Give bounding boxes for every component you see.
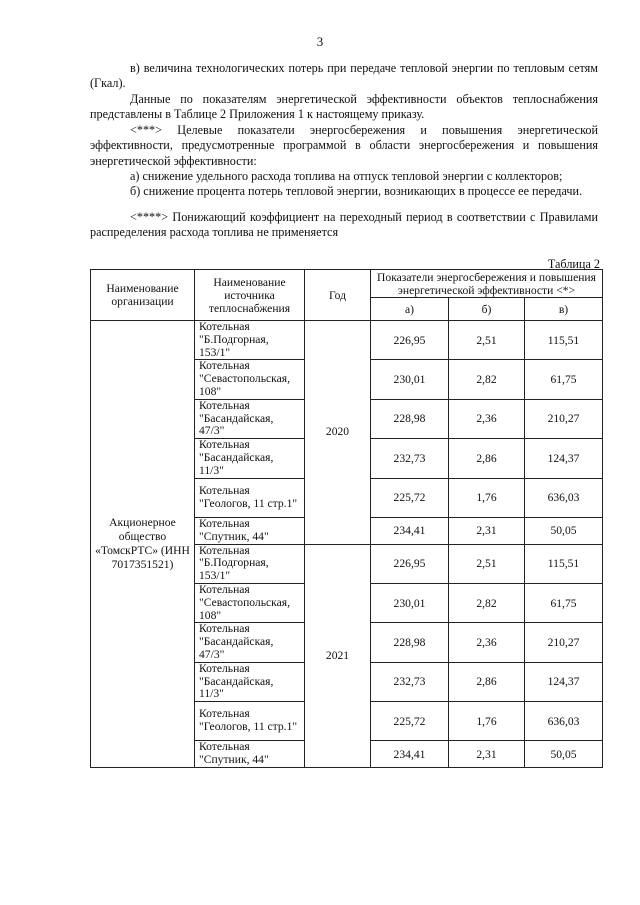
value-cell-b: 1,76 (449, 702, 525, 741)
efficiency-table (90, 269, 603, 768)
source-cell: Котельная "Басандайская, 47/3" (195, 623, 305, 662)
source-cell: Котельная "Спутник, 44" (195, 741, 305, 768)
paragraph-item-a: а) снижение удельного расхода топлива на отпуск тепловой энергии с коллекторов; (130, 169, 563, 183)
value-cell-b: 2,31 (449, 517, 525, 544)
value-cell-c: 124,37 (525, 439, 603, 478)
header-col-a: а) (371, 298, 449, 321)
year-cell: 2020 (305, 321, 371, 545)
value-cell-c: 115,51 (525, 544, 603, 583)
value-cell-a: 225,72 (371, 478, 449, 517)
source-cell: Котельная "Севастопольская, 108" (195, 360, 305, 399)
paragraph-data-reference: Данные по показателям энергетической эффективности объектов теплоснабжения представлены в Таблице 2 Приложения 1 к настоящему приказу. (90, 92, 598, 122)
value-cell-c: 210,27 (525, 623, 603, 662)
source-cell: Котельная "Спутник, 44" (195, 517, 305, 544)
paragraph-target-indicators: <***> Целевые показатели энергосбережения и повышения энергетической эффективности, предусмотренные программой в области энергосбережения и повышения энергетической эффективности: (90, 123, 598, 168)
value-cell-c: 115,51 (525, 321, 603, 360)
source-cell: Котельная "Б.Подгорная, 153/1" (195, 321, 305, 360)
value-cell-b: 1,76 (449, 478, 525, 517)
value-cell-b: 2,36 (449, 399, 525, 438)
value-cell-c: 61,75 (525, 583, 603, 622)
source-cell: Котельная "Басандайская, 11/3" (195, 662, 305, 701)
source-cell: Котельная "Севастопольская, 108" (195, 583, 305, 622)
table-row (91, 321, 603, 360)
value-cell-a: 230,01 (371, 360, 449, 399)
paragraph-item-b: б) снижение процента потерь тепловой энергии, возникающих в процессе ее передачи. (130, 184, 583, 198)
value-cell-a: 228,98 (371, 399, 449, 438)
value-cell-c: 50,05 (525, 517, 603, 544)
value-cell-a: 225,72 (371, 702, 449, 741)
source-cell: Котельная "Геологов, 11 стр.1" (195, 702, 305, 741)
table-header-row (91, 270, 603, 298)
header-col-c: в) (525, 298, 603, 321)
value-cell-b: 2,36 (449, 623, 525, 662)
header-source: Наименование источника теплоснабжения (195, 270, 305, 321)
source-cell: Котельная "Геологов, 11 стр.1" (195, 478, 305, 517)
value-cell-c: 210,27 (525, 399, 603, 438)
value-cell-a: 232,73 (371, 662, 449, 701)
header-year: Год (305, 270, 371, 321)
value-cell-b: 2,82 (449, 360, 525, 399)
value-cell-a: 228,98 (371, 623, 449, 662)
value-cell-c: 61,75 (525, 360, 603, 399)
value-cell-b: 2,31 (449, 741, 525, 768)
value-cell-b: 2,51 (449, 544, 525, 583)
organization-cell: Акционерное общество «ТомскРТС» (ИНН 7017351521) (91, 321, 195, 768)
value-cell-b: 2,86 (449, 662, 525, 701)
value-cell-a: 234,41 (371, 741, 449, 768)
header-col-b: б) (449, 298, 525, 321)
value-cell-c: 50,05 (525, 741, 603, 768)
value-cell-b: 2,86 (449, 439, 525, 478)
paragraph-losses: в) величина технологических потерь при передаче тепловой энергии по тепловым сетям (Гкал). (90, 61, 598, 91)
table-caption: Таблица 2 (547, 257, 600, 271)
value-cell-a: 234,41 (371, 517, 449, 544)
source-cell: Котельная "Басандайская, 11/3" (195, 439, 305, 478)
source-cell: Котельная "Б.Подгорная, 153/1" (195, 544, 305, 583)
value-cell-a: 230,01 (371, 583, 449, 622)
year-cell: 2021 (305, 544, 371, 768)
value-cell-a: 232,73 (371, 439, 449, 478)
value-cell-c: 636,03 (525, 702, 603, 741)
paragraph-coefficient-note: <****> Понижающий коэффициент на переходный период в соответствии с Правилами распределения расхода топлива не применяется (90, 210, 598, 240)
header-organization: Наименование организации (91, 270, 195, 321)
value-cell-b: 2,82 (449, 583, 525, 622)
value-cell-c: 636,03 (525, 478, 603, 517)
header-indicators: Показатели энергосбережения и повышения энергетической эффективности <*> (371, 270, 603, 298)
source-cell: Котельная "Басандайская, 47/3" (195, 399, 305, 438)
value-cell-a: 226,95 (371, 321, 449, 360)
value-cell-a: 226,95 (371, 544, 449, 583)
value-cell-b: 2,51 (449, 321, 525, 360)
value-cell-c: 124,37 (525, 662, 603, 701)
page-number: 3 (316, 34, 324, 49)
